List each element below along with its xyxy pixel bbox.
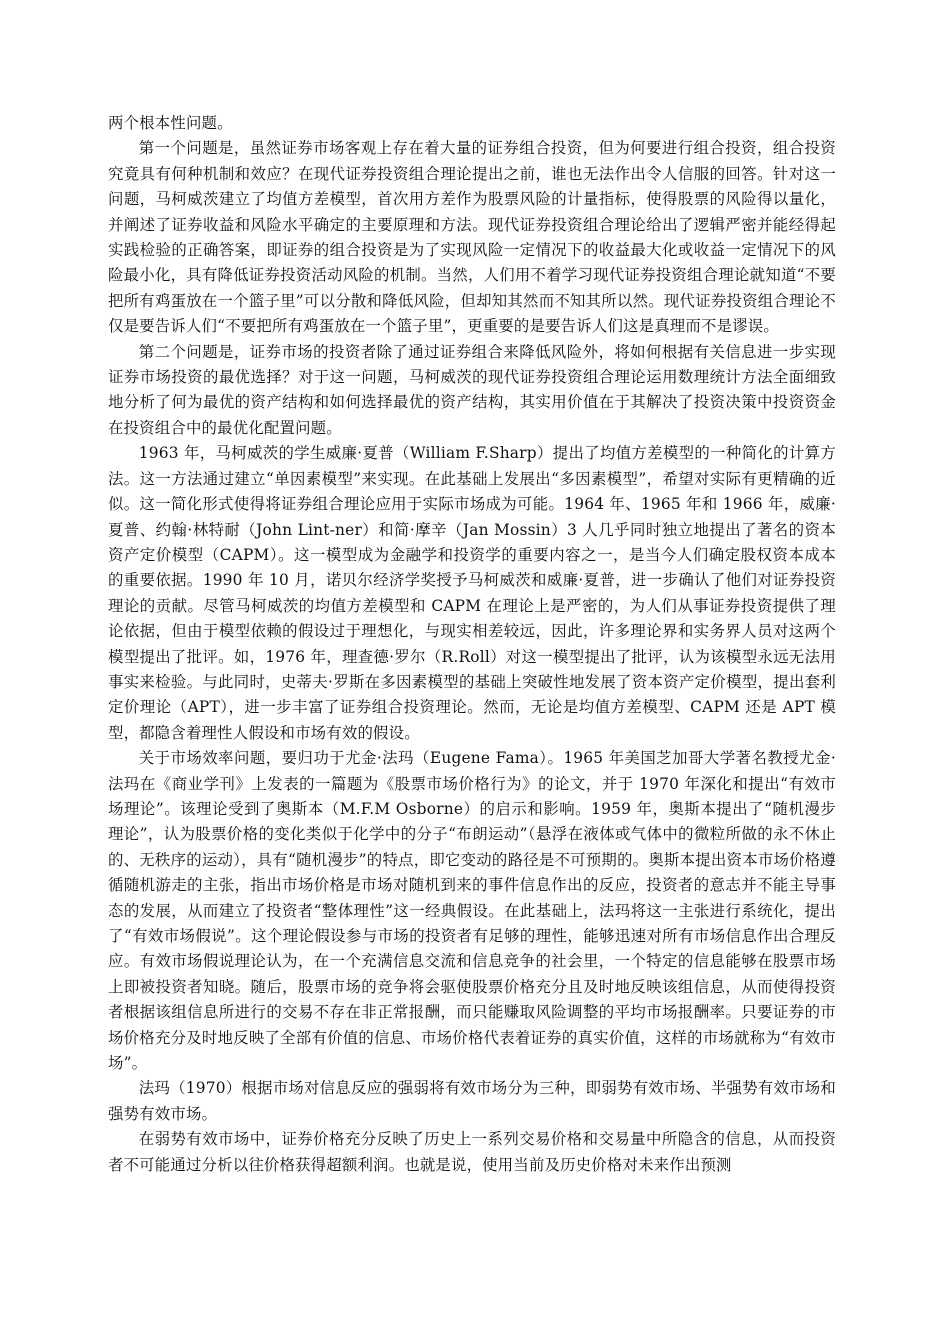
paragraph-sharpe-capm: 1963 年，马柯威茨的学生威廉·夏普（William F.Sharp）提出了均值方差模型的一种简化的计算方法。这一方法通过建立“单因素模型”来实现。在此基础上发展出“多因素模型”，希望对实际有更精确的近似。这一简化形式使得将证券组合理论应用于实际市场成为可能。1964 年、1965 年和 1966 年，威廉·夏普、约翰·林特耐（John Lint-ner）和简·摩辛（Jan Mossin）3 人几乎同时独立地提出了著名的资本资产定价模型（CAPM）。这一模型成为金融学和投资学的重要内容之一，是当今人们确定股权资本成本的重要依据。1990 年 10 月，诺贝尔经济学奖授予马柯威茨和威廉·夏普，进一步确认了他们对证券投资理论的贡献。尽管马柯威茨的均值方差模型和 CAPM 在理论上是严密的，为人们从事证券投资提供了理论依据，但由于模型依赖的假设过于理想化，与现实相差较远，因此，许多理论界和实务界人员对这两个模型提出了批评。如，1976 年，理查德·罗尔（R.Roll）对这一模型提出了批评，认为该模型永远无法用事实来检验。与此同时，史蒂夫·罗斯在多因素模型的基础上突破性地发展了资本资产定价模型，提出套利定价理论（APT），进一步丰富了证券组合投资理论。然而，无论是均值方差模型、CAPM 还是 APT 模型，都隐含着理性人假设和市场有效的假设。 [108,444,836,742]
paragraph-intro-fragment: 两个根本性问题。 [108,114,233,132]
document-page [108,111,836,1178]
paragraph-first-question: 第一个问题是，虽然证券市场客观上存在着大量的证券组合投资，但为何要进行组合投资，组合投资究竟具有何种机制和效应？在现代证券投资组合理论提出之前，谁也无法作出令人信服的回答。针对这一问题，马柯威茨建立了均值方差模型，首次用方差作为股票风险的计量指标，使得股票的风险得以量化，并阐述了证券收益和风险水平确定的主要原理和方法。现代证券投资组合理论给出了逻辑严密并能经得起实践检验的正确答案，即证券的组合投资是为了实现风险一定情况下的收益最大化或收益一定情况下的风险最小化，具有降低证券投资活动风险的机制。当然，人们用不着学习现代证券投资组合理论就知道“不要把所有鸡蛋放在一个篮子里”可以分散和降低风险，但却知其然而不知其所以然。现代证券投资组合理论不仅是要告诉人们“不要把所有鸡蛋放在一个篮子里”，更重要的是要告诉人们这是真理而不是谬误。 [108,139,836,336]
paragraph-three-forms: 法玛（1970）根据市场对信息反应的强弱将有效市场分为三种，即弱势有效市场、半强势有效市场和强势有效市场。 [108,1079,836,1123]
paragraph-second-question: 第二个问题是，证券市场的投资者除了通过证券组合来降低风险外，将如何根据有关信息进一步实现证券市场投资的最优选择？对于这一问题，马柯威茨的现代证券投资组合理论运用数理统计方法全面细致地分析了何为最优的资产结构和如何选择最优的资产结构，其实用价值在于其解决了投资决策中投资资金在投资组合中的最优化配置问题。 [108,342,836,437]
paragraph-weak-form: 在弱势有效市场中，证券价格充分反映了历史上一系列交易价格和交易量中所隐含的信息，从而投资者不可能通过分析以往价格获得超额利润。也就是说，使用当前及历史价格对未来作出预测 [108,1130,836,1174]
paragraph-market-efficiency: 关于市场效率问题，要归功于尤金·法玛（Eugene Fama）。1965 年美国芝加哥大学著名教授尤金·法玛在《商业学刊》上发表的一篇题为《股票市场价格行为》的论文，并于 1970 年深化和提出“有效市场理论”。该理论受到了奥斯本（M.F.M Osborne）的启示和影响。1959 年，奥斯本提出了“随机漫步理论”，认为股票价格的变化类似于化学中的分子“布朗运动”（悬浮在液体或气体中的微粒所做的永不休止的、无秩序的运动），具有“随机漫步”的特点，即它变动的路径是不可预期的。奥斯本提出资本市场价格遵循随机游走的主张，指出市场价格是市场对随机到来的事件信息作出的反应，投资者的意志并不能主导事态的发展，从而建立了投资者“整体理性”这一经典假设。在此基础上，法玛将这一主张进行系统化，提出了“有效市场假说”。这个理论假设参与市场的投资者有足够的理性，能够迅速对所有市场信息作出合理反应。有效市场假说理论认为，在一个充满信息交流和信息竞争的社会里，一个特定的信息能够在股票市场上即被投资者知晓。随后，股票市场的竞争将会驱使股票价格充分且及时地反映该组信息，从而使得投资者根据该组信息所进行的交易不存在非正常报酬，而只能赚取风险调整的平均市场报酬率。只要证券的市场价格充分及时地反映了全部有价值的信息、市场价格代表着证券的真实价值，这样的市场就称为“有效市场”。 [108,749,836,1073]
